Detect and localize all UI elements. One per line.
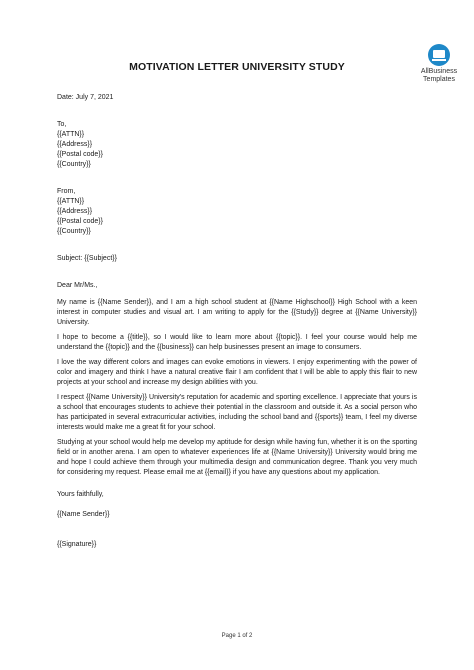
sender-name: {{Name Sender}} (57, 511, 110, 518)
document-title: MOTIVATION LETTER UNIVERSITY STUDY (129, 61, 345, 73)
recipient-postal-code: {{Postal code}} (57, 151, 103, 158)
page-number: Page 1 of 2 (221, 633, 253, 639)
recipient-attn: {{ATTN}} (57, 131, 85, 138)
salutation: Dear Mr/Ms., (57, 282, 98, 289)
recipient-country: {{Country}} (57, 161, 91, 168)
recipient-label: To, (57, 121, 67, 128)
letter-body (57, 93, 417, 550)
logo-text-line-1: AllBusiness (420, 68, 458, 75)
body-paragraph: I hope to become a {{title}}, so I would like to learn more about {{topic}}. I feel your course would help me understand the {{topic}} and the {{business}} can help businesses present an image to consumers. (57, 334, 417, 351)
logo-text-line-2: Templates (423, 76, 455, 83)
body-paragraph: Studying at your school would help me develop my aptitude for design while having fun, whether it is on the sporting field or in another arena. I am open to whatever experiences life at {{Name University}} University would bring me and hope I could achieve them through your multimedia design and communication degree. Thank you very much for considering my request. Please email me at {{email}} if you have any questions about my application. (57, 439, 417, 476)
signature-placeholder: {{Signature}} (57, 541, 97, 548)
body-paragraph: My name is {{Name Sender}}, and I am a high school student at {{Name Highschool}} High School with a keen interest in computer studies and visual art. I am writing to apply for the {{Study}} degree at {{Name University}} University. (57, 299, 417, 326)
sender-postal-code: {{Postal code}} (57, 218, 103, 225)
body-paragraph: I respect {{Name University}} University's reputation for academic and sporting excellence. I appreciate that yours is a school that encourages students to achieve their potential in the classroom and outside it. As a social person who has participated in several extracurricular activities, including the school band and {{sports}} team, I feel my diverse interests would make me a great fit for your school. (57, 394, 417, 431)
closing: Yours faithfully, (57, 491, 104, 498)
subject-line: Subject: {{Subject}} (57, 255, 117, 262)
date-line: Date: July 7, 2021 (57, 94, 114, 101)
sender-attn: {{ATTN}} (57, 198, 85, 205)
sender-label: From, (57, 188, 76, 195)
sender-address: {{Address}} (57, 208, 93, 215)
recipient-address: {{Address}} (57, 141, 93, 148)
body-paragraph: I love the way different colors and images can evoke emotions in viewers. I enjoy experimenting with the power of color and imagery and think I have a natural creative flair I am confident that I will be able to apply this flair to new projects at your school and increase my design abilities with you. (57, 359, 417, 386)
sender-country: {{Country}} (57, 228, 91, 235)
